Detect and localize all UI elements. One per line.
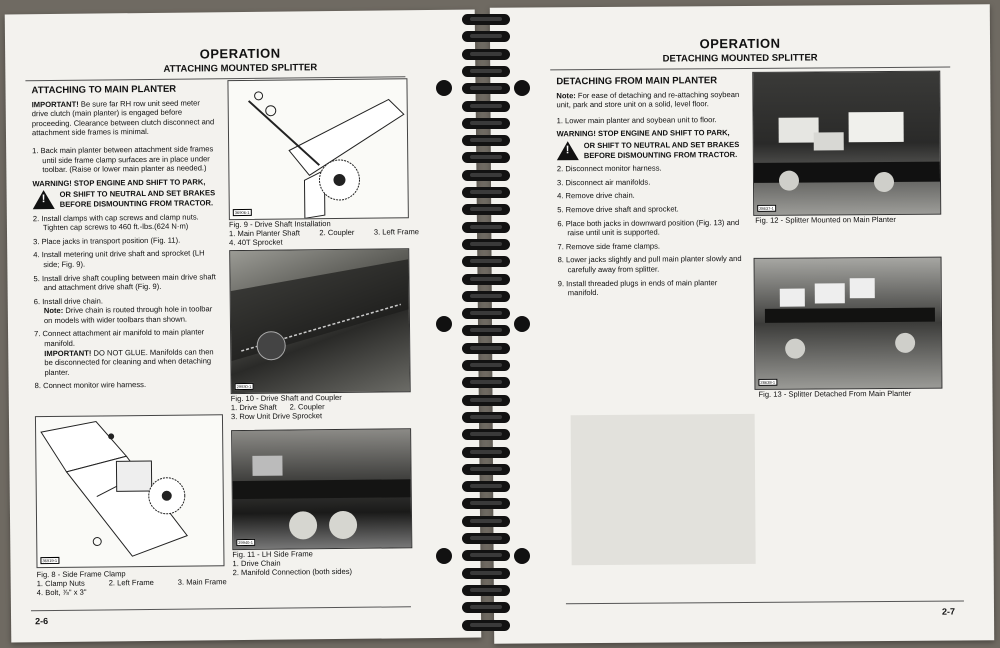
binding-coil (462, 620, 510, 631)
left-page-subtitle: ATTACHING MOUNTED SPLITTER (163, 62, 318, 75)
footer-rule-right (566, 600, 964, 604)
fig-9-tag: 36906-1 (233, 209, 252, 216)
binding-coil (462, 101, 510, 112)
fig-8-caption (37, 568, 227, 598)
fig-13-photo (754, 257, 943, 390)
fig-10-item-2: 2. Coupler (289, 402, 325, 412)
fig-9-item-3: 3. Left Frame (373, 227, 420, 237)
fig-11-item-2: 2. Manifold Connection (both sides) (232, 567, 353, 578)
binding-coil (462, 550, 510, 561)
binding-coil (462, 118, 510, 129)
binding-coil (462, 170, 510, 181)
warning-text: OR SHIFT TO NEUTRAL AND SET BRAKES BEFORE DISMOUNTING FROM TRACTOR. (59, 188, 216, 209)
left-text-column (31, 84, 220, 391)
left-page-header (5, 44, 475, 77)
step-6-right: 6. Place both jacks in downward position (Fig. 13) and raise until unit is supported. (557, 217, 740, 238)
warning-text-right: OR SHIFT TO NEUTRAL AND SET BRAKES BEFORE DISMOUNTING FROM TRACTOR. (583, 139, 740, 160)
important-text: Be sure far RH row unit seed meter drive clutch (main planter) is engaged before proceeding. Clearance between clutch disconnect and attachment side frames is minimal. (31, 98, 215, 138)
fig-8-drawing (35, 414, 225, 568)
right-text-column (556, 76, 744, 298)
step-2: 2. Install clamps with cap screws and clamp nuts. Tighten cap screws to 460 ft.-lbs.(624 N·m) (32, 211, 199, 233)
step-6: 6. Install drive chain. (33, 296, 104, 306)
important-2 (44, 347, 220, 378)
right-page-header (590, 35, 890, 65)
step-7: 7. Connect attachment air manifold to main planter manifold. (34, 327, 205, 349)
punch-hole (436, 316, 452, 332)
step-5-right: 5. Remove drive shaft and sprocket. (557, 204, 679, 215)
punch-hole (436, 80, 452, 96)
left-page-title: OPERATION (199, 45, 281, 62)
fig-10-item-1: 1. Drive Shaft (230, 402, 277, 413)
fig-12-tag: 28637-1 (757, 205, 776, 212)
binding-coil (462, 83, 510, 94)
note-text-right: For ease of detaching and re-attaching soybean unit, park and store unit on a solid, level floor. (556, 89, 740, 110)
fig-12-photo (752, 71, 941, 216)
binding-coil (462, 239, 510, 250)
fig-9-item-4: 4. 40T Sprocket (229, 237, 283, 248)
header-rule-right (550, 67, 950, 71)
binding-coil (462, 222, 510, 233)
binding-coil (462, 343, 510, 354)
binding-coil (462, 412, 510, 423)
splitter-mounted-photo (753, 72, 940, 215)
binding-coil (462, 49, 510, 60)
binding-coil (462, 135, 510, 146)
binding-coil (462, 204, 510, 215)
punch-hole (436, 548, 452, 564)
bleed-through-panel (571, 414, 756, 565)
drive-shaft-coupler-photo (230, 249, 409, 393)
fig-10-title: Fig. 10 - Drive Shaft and Coupler (230, 392, 342, 404)
fig-10-caption (231, 392, 421, 422)
drive-shaft-illustration (228, 79, 407, 219)
fig-8-tag: 36919-1 (40, 557, 59, 564)
step-3-right: 3. Disconnect air manifolds. (556, 177, 651, 188)
binding-coil (462, 395, 510, 406)
binding-coil (462, 325, 510, 336)
note (44, 305, 220, 326)
important-2-label: IMPORTANT! (44, 348, 92, 358)
fig-8-title: Fig. 8 - Side Frame Clamp (36, 569, 126, 580)
binding-coil (462, 602, 510, 613)
step-8: 8. Connect monitor wire harness. (34, 380, 147, 391)
splitter-detached-photo (755, 258, 942, 389)
step-4: 4. Install metering unit drive shaft and sprocket (LH side; Fig. 9). (33, 248, 205, 269)
fig-10-tag: 29930-1 (235, 383, 254, 390)
fig-12-caption: Fig. 12 - Splitter Mounted on Main Planter (755, 214, 896, 225)
step-4-right: 4. Remove drive chain. (557, 191, 635, 201)
binding-coil (462, 447, 510, 458)
binding-coil (462, 360, 510, 371)
fig-13-tag: 28638-1 (758, 379, 777, 386)
binding-coil (462, 291, 510, 302)
fig-8-item-2: 2. Left Frame (108, 578, 154, 588)
binding-coil (462, 308, 510, 319)
right-page-title: OPERATION (699, 35, 781, 52)
warning-block (32, 177, 218, 210)
fig-11-tag: 29940-1 (236, 539, 255, 546)
step-5: 5. Install drive shaft coupling between main drive shaft and attachment drive shaft (Fig. 9). (33, 271, 216, 293)
binding-coil (462, 516, 510, 527)
warning-icon: ! (33, 190, 55, 209)
fig-10-photo (229, 248, 410, 394)
fig-13-caption: Fig. 13 - Splitter Detached From Main Planter (758, 388, 912, 399)
fig-9-item-1: 1. Main Planter Shaft (228, 228, 300, 239)
step-1-right: 1. Lower main planter and soybean unit to floor. (556, 114, 717, 126)
fig-9-title: Fig. 9 - Drive Shaft Installation (228, 219, 331, 230)
binding-coil (462, 152, 510, 163)
binding-coil (462, 533, 510, 544)
binding-coil (462, 66, 510, 77)
binding-coil (462, 31, 510, 42)
fig-8-item-3: 3. Main Frame (177, 577, 227, 587)
fig-8-item-1: 1. Clamp Nuts (36, 578, 85, 589)
page-number-left: 2-6 (35, 616, 49, 627)
step-3: 3. Place jacks in transport position (Fig. 11). (33, 235, 181, 246)
section-title-right: DETACHING FROM MAIN PLANTER (556, 75, 718, 88)
footer-rule (31, 606, 411, 611)
fig-9-drawing (227, 78, 408, 220)
step-8-right: 8. Lower jacks slightly and pull main planter slowly and carefully away from splitter. (557, 254, 742, 275)
note-label: Note: (43, 306, 64, 316)
lh-side-frame-photo (232, 429, 411, 549)
binding-coil (462, 568, 510, 579)
left-page (5, 10, 482, 643)
warning-icon-right: ! (557, 141, 579, 160)
side-frame-clamp-illustration (36, 415, 224, 567)
right-page (490, 4, 994, 643)
fig-8-item-4: 4. Bolt, ⅞" x 3" (36, 588, 87, 598)
binding-coil (462, 256, 510, 267)
punch-hole (514, 316, 530, 332)
warning-block-right (557, 128, 743, 160)
important-2-text: DO NOT GLUE. Manifolds can then be disconnected for cleaning and when detaching planter. (44, 346, 214, 377)
step-2-right: 2. Disconnect monitor harness. (556, 163, 662, 174)
note-text: Drive chain is routed through hole in toolbar on models with wider toolbars than shown. (43, 304, 213, 325)
punch-hole (514, 80, 530, 96)
fig-9-item-2: 2. Coupler (319, 228, 355, 238)
binding-coil (462, 377, 510, 388)
binding-coil (462, 274, 510, 285)
binding-coil (462, 498, 510, 509)
fig-10-item-3: 3. Row Unit Drive Sprocket (230, 411, 323, 422)
binding-coil (462, 481, 510, 492)
note-label-right: Note: (556, 90, 576, 100)
page-number-right: 2-7 (941, 606, 956, 617)
important-paragraph (32, 98, 218, 138)
punch-hole (514, 548, 530, 564)
fig-11-caption (232, 548, 422, 578)
fig-11-title: Fig. 11 - LH Side Frame (232, 549, 313, 560)
binding-coil (462, 14, 510, 25)
section-title: ATTACHING TO MAIN PLANTER (31, 83, 177, 97)
binding-coil (462, 429, 510, 440)
step-9-right: 9. Install threaded plugs in ends of main planter manifold. (557, 277, 718, 298)
binding-coil (462, 585, 510, 596)
binding-coil (462, 187, 510, 198)
warning-title: WARNING! STOP ENGINE AND SHIFT TO PARK, (32, 177, 206, 188)
step-1: 1. Back main planter between attachment side frames until side frame clamp surfaces are in place under toolbar. (Raise or lower main planter as needed.) (32, 144, 214, 175)
fig-9-caption (229, 218, 419, 248)
step-7-right: 7. Remove side frame clamps. (557, 241, 661, 252)
warning-title-right: WARNING! STOP ENGINE AND SHIFT TO PARK, (556, 128, 730, 139)
note-right (556, 90, 742, 110)
fig-11-item-1: 1. Drive Chain (232, 558, 281, 569)
binding-coil (462, 464, 510, 475)
fig-11-photo (231, 428, 412, 550)
right-page-subtitle: DETACHING MOUNTED SPLITTER (662, 52, 818, 65)
important-label: IMPORTANT! (31, 99, 79, 109)
